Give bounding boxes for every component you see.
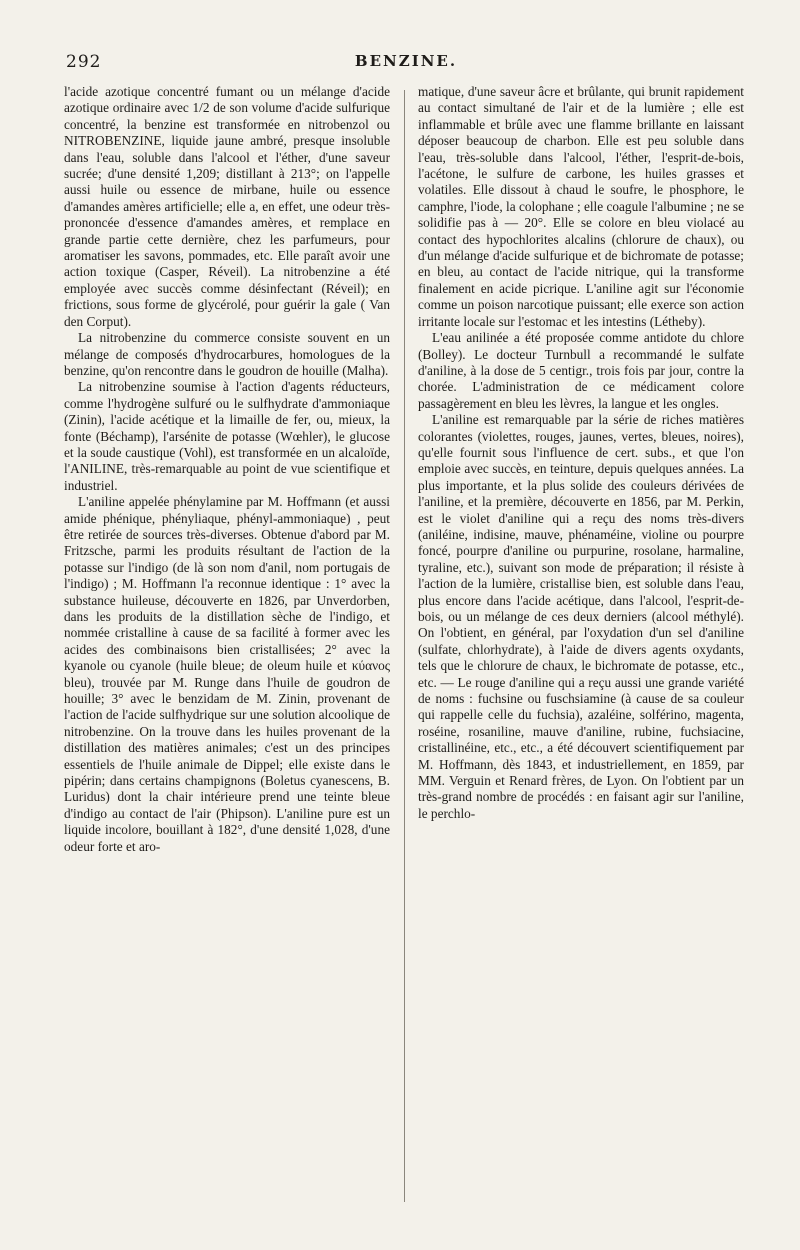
page-number: 292 <box>66 52 102 72</box>
left-column <box>64 84 390 1224</box>
paragraph: L'aniline est remarquable par la série de riches matières colorantes (violettes, rouges, jaunes, vertes, bleues, noires), qu'elle fournit sous l'influence de cert. subs., et que l'on emploie avec succès, en teinture, depuis quelques années. La plus importante, et la plus solide des couleurs dérivées de l'aniline, et la première, découverte en 1856, par M. Perkin, est le violet d'aniline qui a reçu des noms très-divers (aniléine, indisine, mauve, phénaméine, violine ou pourpre foncé, pourpre d'aniline ou purpurine, rosolane, harmaline, tyraline, etc.), suivant son mode de préparation; il résiste à l'action de la lumière, cristallise bien, est soluble dans l'eau, plus encore dans l'acide acétique, dans l'alcool, l'esprit-de- bois, ou un mélange de ces deux derniers (alcool méthylé). On l'obtient, en général, par l'oxydation d'un sel d'aniline (sulfate, chlorhydrate), à l'aide de divers agents oxydants, tels que le chlorure de chaux, le bichromate de potasse, etc., etc. — Le rouge d'aniline qui a reçu aussi une grande variété de noms : fuchsine ou fuschsiamine (à cause de sa couleur qui rappelle celle du fuchsia), azaléine, solférino, magenta, roséine, rosaniline, mauve d'aniline, rubine, fuchsiacine, cristallinéine, etc., etc., a été découvert scientifiquement par M. Hoffmann, dès 1843, et industriellement, en 1859, par MM. Verguin et Renard frères, de Lyon. On l'obtient par un très-grand nombre de procédés : en faisant agir sur l'aniline, le perchlo- <box>418 412 744 821</box>
paragraph: L'aniline appelée phénylamine par M. Hoffmann (et aussi amide phénique, phényliaque, phényl-ammoniaque) , peut être retirée de sources très-diverses. Obtenue d'abord par M. Fritzsche, parmi les produits résultant de l'action de la potasse sur l'indigo (de là son nom d'anil, nom portugais de l'indigo) ; M. Hoffmann l'a reconnue identique : 1° avec la substance huileuse, découverte en 1826, par Unverdorben, dans les produits de la distillation sèche de l'indigo, et nommée cristalline à cause de sa facilité à former avec les acides des combinaisons bien cristallisées; 2° avec la kyanole ou cyanole (huile bleue; de oleum huile et κύανος bleu), trouvée par M. Runge dans l'huile de goudron de houille; 3° avec le benzidam de M. Zinin, provenant de l'action de l'acide sulfhydrique sur une solution alcoolique de nitrobenzine. On la trouve dans les huiles provenant de la distillation des matières animales; c'est un des principes essentiels de l'huile animale de Dippel; elle existe dans le pipérin; dans certains champignons (Boletus cyanescens, B. Luridus) dont la chair intérieure prend une teinte bleue d'indigo au contact de l'air (Phipson). L'aniline pure est un liquide incolore, bouillant à 182°, d'une densité 1,028, d'une odeur forte et aro- <box>64 494 390 854</box>
paragraph: La nitrobenzine soumise à l'action d'agents réducteurs, comme l'hydrogène sulfuré ou le sulfhydrate d'ammoniaque (Zinin), l'acide acétique et la limaille de fer, ou, mieux, la fonte (Béchamp), l'arsénite de potasse (Wœhler), le glucose et la soude caustique (Vohl), est transformée en un alcaloïde, l'ANILINE, très-remarquable au point de vue scientifique et industriel. <box>64 379 390 493</box>
running-title: BENZINE. <box>354 52 458 70</box>
right-column <box>418 84 744 1224</box>
paragraph: l'acide azotique concentré fumant ou un mélange d'acide azotique ordinaire avec 1/2 de son volume d'acide sulfurique concentré, la benzine est transformée en nitrobenzol ou NITROBENZINE, liquide jaune ambré, presque insoluble dans l'eau, soluble dans l'alcool et l'éther, d'une saveur sucrée; d'une densité 1,209; distillant à 213°; on l'appelle aussi huile ou essence de mirbane, huile ou essence d'amandes amères artificielle; elle a, en effet, une odeur très-prononcée d'essence d'amandes amères, et remplace en grande partie cette dernière, chez les parfumeurs, pour aromatiser les savons, pommades, etc. Elle paraît avoir une action toxique (Casper, Réveil). La nitrobenzine a été employée avec succès comme désinfectant (Réveil); en frictions, sous forme de glycérolé, pour guérir la gale ( Van den Corput). <box>64 84 390 329</box>
text-columns <box>64 84 744 1224</box>
paragraph: La nitrobenzine du commerce consiste souvent en un mélange de composés d'hydrocarbures, homologues de la benzine, qu'on rencontre dans le goudron de houille (Malha). <box>64 330 390 378</box>
column-divider <box>404 90 405 1202</box>
paragraph: L'eau anilinée a été proposée comme antidote du chlore (Bolley). Le docteur Turnbull a recommandé le sulfate d'aniline, à la dose de 5 centigr., trois fois par jour, contre la chorée. L'administration de ce médicament colore passagèrement en bleu les lèvres, la langue et les ongles. <box>418 330 744 411</box>
paragraph: matique, d'une saveur âcre et brûlante, qui brunit rapidement au contact simultané de l'air et de la lumière ; elle est inflammable et brûle avec une flamme brillante en laissant déposer beaucoup de charbon. Elle est peu soluble dans l'eau, très-soluble dans l'alcool, l'éther, l'esprit-de-bois, l'acétone, le sulfure de carbone, les huiles grasses et volatiles. Elle dissout à chaud le soufre, le phosphore, le camphre, l'iode, la colophane ; elle coagule l'albumine ; ne se solidifie pas à — 20°. Elle se colore en bleu violacé au contact des hypochlorites alcalins (chlorure de chaux), ou d'un mélange d'acide sulfurique et de bichromate de potasse; en bleu, au contact de l'acide nitrique, qui la transforme finalement en acide picrique. L'aniline agit sur l'économie comme un poison narcotique puissant; elle exerce son action irritante locale sur l'estomac et les intestins (Létheby). <box>418 84 745 329</box>
page-header <box>66 52 746 76</box>
